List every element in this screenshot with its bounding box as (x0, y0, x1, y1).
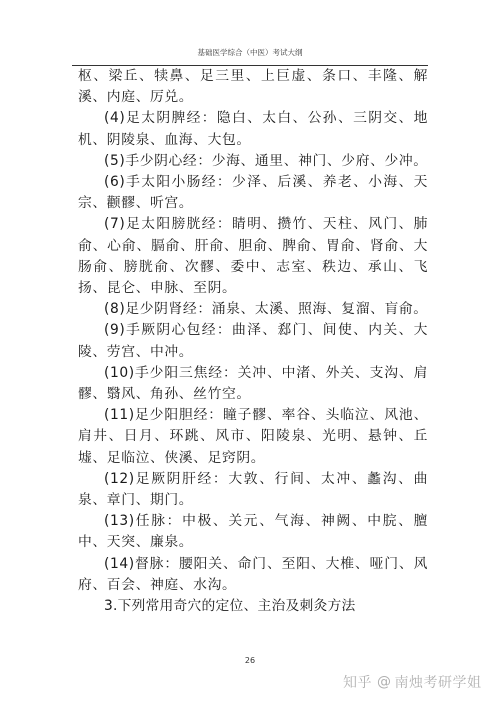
section-heading: 3.下列常用奇穴的定位、主治及刺灸方法 (104, 598, 356, 615)
paragraph-ren-meridian: (13)任脉：中极、关元、气海、神阙、中脘、膻中、天突、廉泉。 (78, 513, 428, 551)
paragraph-du-meridian: (14)督脉：腰阳关、命门、至阳、大椎、哑门、风府、百会、神庭、水沟。 (78, 555, 428, 593)
paragraph-sanjiao-meridian: (10)手少阳三焦经：关冲、中渚、外关、支沟、肩髎、翳风、角孙、丝竹空。 (78, 364, 428, 403)
paragraph-heart-meridian: (5)手少阴心经：少海、通里、神门、少府、少冲。 (104, 152, 428, 169)
at-icon: @ (377, 674, 392, 690)
watermark-account: 南烛考研学姐 (394, 675, 482, 691)
paragraph-liver-meridian: (12)足厥阴肝经：大敦、行间、太冲、蠡沟、曲泉、章门、期门。 (78, 470, 428, 509)
paragraph-pericardium-meridian: (9)手厥阴心包经：曲泽、郄门、间使、内关、大陵、劳宫、中冲。 (78, 322, 428, 360)
zhihu-watermark (343, 672, 482, 692)
paragraph-continuation: 枢、梁丘、犊鼻、足三里、上巨虚、条口、丰隆、解溪、内庭、厉兑。 (78, 68, 428, 106)
paragraph-small-intestine-meridian: (6)手太阳小肠经：少泽、后溪、养老、小海、天宗、颧髎、听宫。 (78, 174, 428, 212)
header-title: 基础医学综合（中医）考试大纲 (197, 48, 303, 57)
document-body (78, 66, 428, 617)
paragraph-spleen-meridian: (4)足太阴脾经：隐白、太白、公孙、三阴交、地机、阴陵泉、血海、大包。 (78, 110, 428, 148)
paragraph-bladder-meridian: (7)足太阳膀胱经：睛明、攒竹、天柱、风门、肺俞、心俞、膈俞、肝俞、胆俞、脾俞、胃俞、肾俞、大肠俞、膀胱俞、次髎、委中、志室、秩边、承山、飞扬、昆仑、申脉、至阴。 (78, 216, 428, 297)
watermark-brand: 知乎 (343, 675, 372, 691)
paragraph-gallbladder-meridian: (11)足少阳胆经：瞳子髎、率谷、头临泣、风池、肩井、日月、环跳、风市、阳陵泉、光明、悬钟、丘墟、足临泣、侠溪、足窍阴。 (78, 407, 428, 466)
page-number: 26 (244, 656, 256, 665)
paragraph-kidney-meridian: (8)足少阴肾经：涌泉、太溪、照海、复溜、肓俞。 (104, 301, 428, 318)
page-header (72, 41, 428, 66)
